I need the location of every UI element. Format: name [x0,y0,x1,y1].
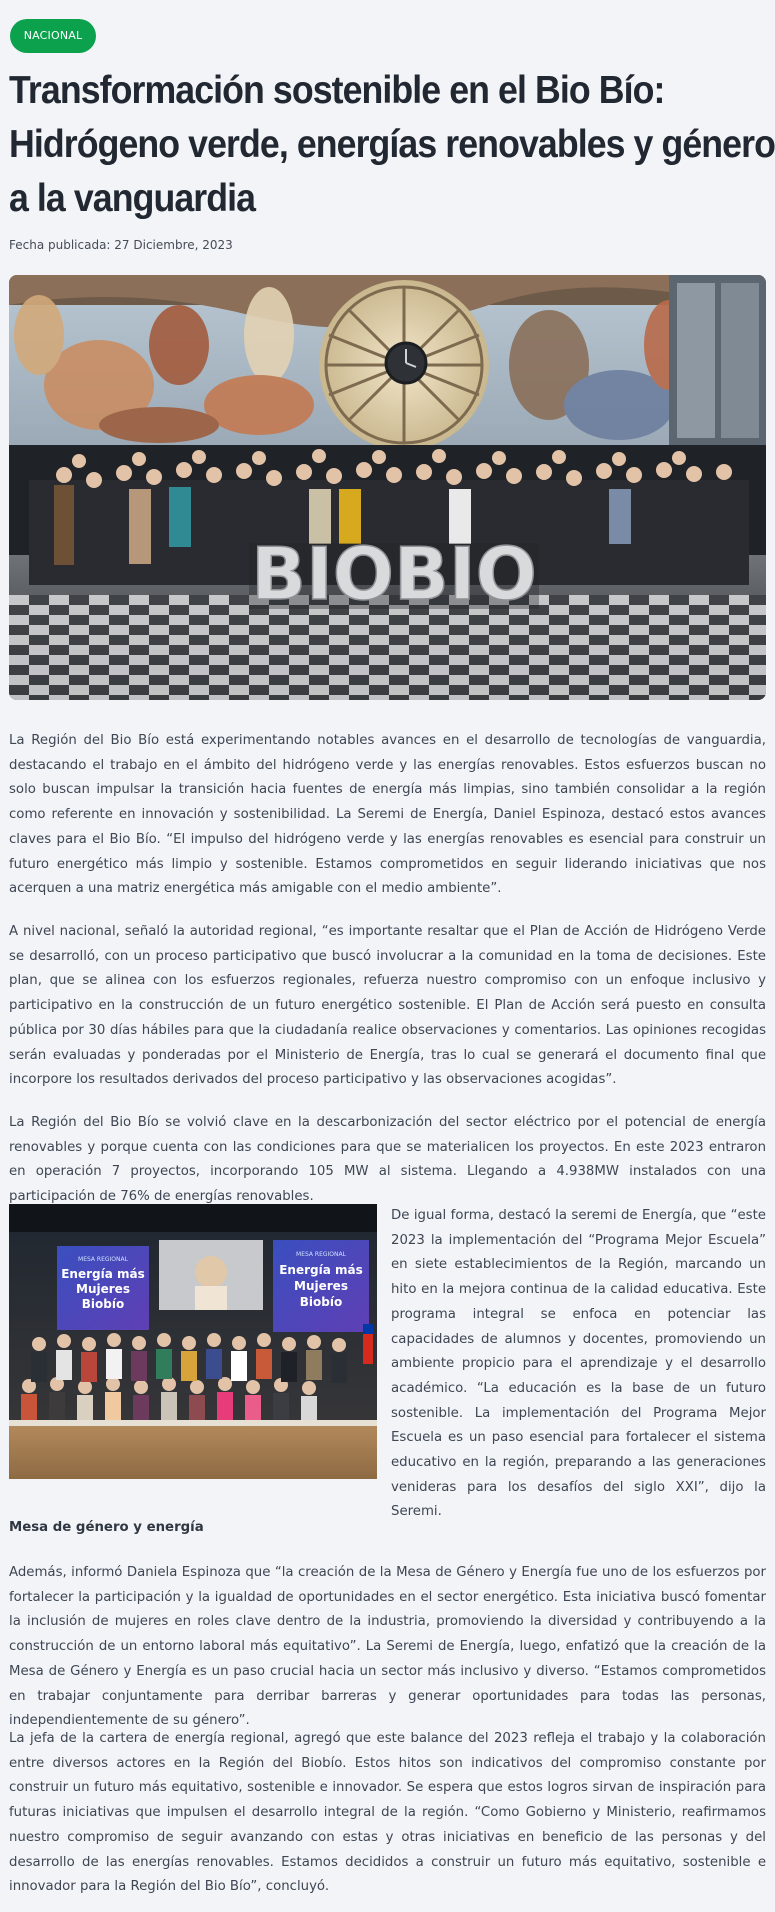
hero-photo [9,275,766,700]
title-line: Hidrógeno verde, energías renovables y género [9,123,775,166]
section-heading: Mesa de género y energía [9,1520,204,1535]
publish-date: Fecha publicada: 27 Diciembre, 2023 [9,238,233,252]
event-photo [9,1204,377,1479]
paragraph: De igual forma, destacó la seremi de Energía, que “este 2023 la implementación del “Programa Mejor Escuela” en siete establecimientos de la Región, marcando un hito en la mejora continua de la calidad educativa. Este programa integral se enfoca en potenciar las capacidades de alumnos y docentes, promoviendo un ambiente propicio para el aprendizaje y el desarrollo académico. “La educación es la base de un futuro sostenible. La implementación del Programa Mejor Escuela es un paso esencial para fortalecer el sistema educativo en la región, preparando a las generaciones venideras para los desafíos del siglo XXI”, dijo la Seremi. [391,1208,766,1520]
title-line: a la vanguardia [9,177,256,220]
banner-left-line: Biobío [81,1297,125,1311]
banner-right-line: Energía más [279,1263,363,1277]
banner-left-line: MESA REGIONAL [78,1256,128,1263]
banner-right-line: MESA REGIONAL [296,1251,346,1258]
paragraph: Además, informó Daniela Espinoza que “la creación de la Mesa de Género y Energía fue uno de los esfuerzos por fortalecer la participación y la igualdad de oportunidades en el sector energético. Esta iniciativa buscó fomentar la inclusión de mujeres en roles clave dentro de la industria, promoviendo la diversidad y contribuyendo a la construcción de un entorno laboral más equitativo”. La Seremi de Energía, luego, enfatizó que la creación de la Mesa de Género y Energía es un paso crucial hacia un sector más inclusivo y diverso. “Estamos comprometidos en trabajar conjuntamente para derribar barreras y generar oportunidades para todas las personas, independientemente de su género”. [9,1565,766,1729]
category-badge[interactable]: NACIONAL [10,19,96,53]
paragraph: La Región del Bio Bío se volvió clave en la descarbonización del sector eléctrico por el potencial de energía renovables y porque cuenta con las condiciones para que se materialicen los proyectos. En este 2023 entraron en operación 7 proyectos, incorporando 105 MW al sistema. Llegando a 4.938MW instalados con una participación de 76% de energías renovables. [9,1115,766,1205]
article-title [9,64,775,226]
banner-right-line: Biobío [299,1295,343,1309]
banner-right-line: Mujeres [294,1279,348,1293]
biobio-sign: BIOBIO [251,532,537,616]
banner-left-line: Energía más [61,1267,145,1281]
title-line: Transformación sostenible en el Bio Bío: [9,69,665,112]
paragraph: A nivel nacional, señaló la autoridad regional, “es importante resaltar que el Plan de Acción de Hidrógeno Verde se desarrolló, con un proceso participativo que buscó involucrar a la comunidad en la toma de decisiones. Este plan, que se alinea con los esfuerzos regionales, refuerza nuestro compromiso con un enfoque inclusivo y participativo en la construcción de un futuro energético sostenible. El Plan de Acción será puesto en consulta pública por 30 días hábiles para que la ciudadanía realice observaciones y comentarios. Las opiniones recogidas serán evaluadas y ponderadas por el Ministerio de Energía, tras lo cual se generará el documento final que incorpore los resultados derivados del proceso participativo y las observaciones acogidas”. [9,924,766,1088]
paragraph: La jefa de la cartera de energía regional, agregó que este balance del 2023 refleja el trabajo y la colaboración entre diversos actores en la Región del Biobío. Estos hitos son indicativos del compromiso constante por construir un futuro más equitativo, sostenible e innovador. Se espera que estos logros sirvan de inspiración para futuras iniciativas que impulsen el desarrollo integral de la región. “Como Gobierno y Ministerio, reafirmamos nuestro compromiso de seguir avanzando con estas y otras iniciativas en beneficio de las personas y del desarrollo de las energías renovables. Estamos decididos a construir un futuro más equitativo, sostenible e innovador para la Región del Bio Bío”, concluyó. [9,1731,766,1895]
paragraph: La Región del Bio Bío está experimentando notables avances en el desarrollo de tecnologías de vanguardia, destacando el trabajo en el ámbito del hidrógeno verde y las energías renovables. Estos esfuerzos buscan no solo buscan impulsar la transición hacia fuentes de energía más limpias, sino también consolidar a la región como referente en innovación y sostenibilidad. La Seremi de Energía, Daniel Espinoza, destacó estos avances claves para el Bio Bío. “El impulso del hidrógeno verde y las energías renovables es esencial para construir un futuro energético más limpio y sostenible. Estamos comprometidos en seguir liderando iniciativas que nos acerquen a una matriz energética más amigable con el medio ambiente”. [9,733,766,897]
banner-left-line: Mujeres [76,1282,130,1296]
